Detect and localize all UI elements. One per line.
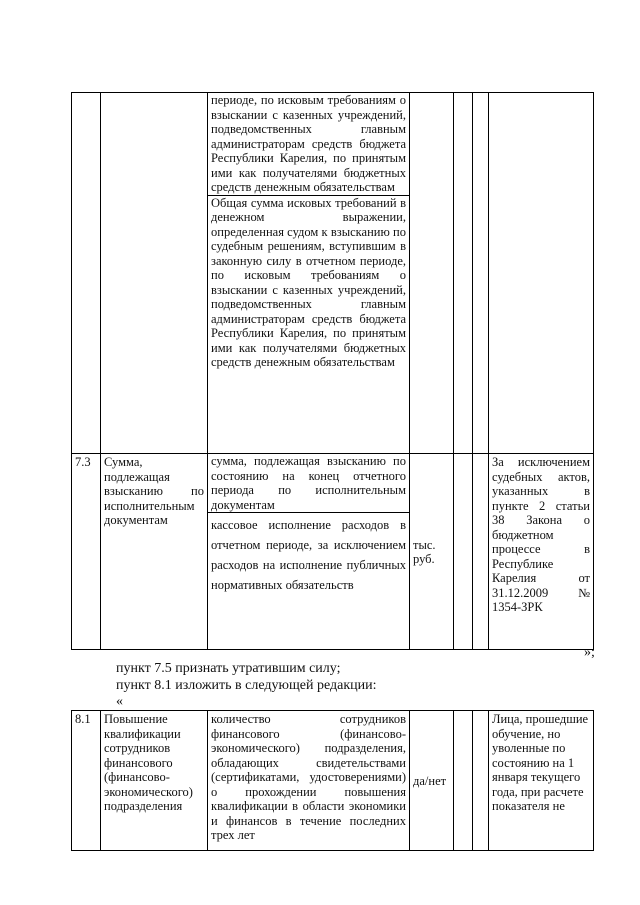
- unit-of-measure: тыс. руб.: [410, 454, 454, 650]
- cell-note: [489, 93, 594, 454]
- cell-unit: [410, 93, 454, 454]
- paragraph-8-1: пункт 8.1 изложить в следующей редакции:: [116, 678, 377, 693]
- indicator-formula: [208, 454, 410, 650]
- formula-denominator: кассовое исполнение расходов в отчетном периоде, за исключением расходов на исполнение публичных нормативных обязательств: [208, 512, 409, 595]
- indicator-name: Повышение квалификации сотрудников финансового (финансово-экономического) подразделения: [101, 711, 208, 851]
- paragraph-7-5: пункт 7.5 признать утратившим силу;: [116, 661, 341, 676]
- cell-col6: [473, 711, 489, 851]
- row-number: 8.1: [72, 711, 101, 851]
- cell-formula: [208, 93, 410, 454]
- indicator-note: За исключением судебных актов, указанных в пункте 2 статьи 38 Закона о бюджетном процессе в Республике Карелия от 31.12.2009 № 1354-ЗРК: [489, 454, 594, 650]
- table-row-7-3: [72, 454, 594, 650]
- cell-col5: [454, 454, 473, 650]
- indicators-table-top: [71, 92, 594, 650]
- cell-col5: [454, 93, 473, 454]
- opening-quote: «: [116, 694, 123, 709]
- indicators-table-bottom: [71, 710, 594, 851]
- cell-number: [72, 93, 101, 454]
- formula-text-continued: периоде, по исковым требованиям о взыскании с казенных учреждений, подведомственных главным администраторам средств бюджета Республики Карелия, по принятым ими как получателями бюджетных средств денежным обязательствам: [211, 93, 406, 194]
- cell-name: [101, 93, 208, 454]
- closing-quote: »;: [584, 645, 595, 660]
- indicator-name: Сумма, подлежащая взысканию по исполнительным документам: [101, 454, 208, 650]
- row-number: 7.3: [72, 454, 101, 650]
- unit-of-measure: да/нет: [410, 711, 454, 851]
- table-row-8-1: [72, 711, 594, 851]
- cell-col6: [473, 454, 489, 650]
- indicator-note: Лица, прошедшие обучение, но уволенные по состоянию на 1 января текущего года, при расчете показателя не: [489, 711, 594, 851]
- indicator-formula: количество сотрудников финансового (финансово-экономического) подразделения, обладающих свидетельствами (сертификатами, удостоверениями) о прохождении повышения квалификации в области экономики и финансов в течение последних трех лет: [208, 711, 410, 851]
- cell-col5: [454, 711, 473, 851]
- formula-text-total-claims: Общая сумма исковых требований в денежном выражении, определенная судом к взысканию по судебным решениям, вступившим в законную силу в отчетном периоде, по исковым требованиям о взыскании с казенных учреждений, подведомственных главным администраторам средств бюджета Республики Карелия, по принятым ими как получателями бюджетных средств денежным обязательствам: [208, 195, 409, 370]
- cell-col6: [473, 93, 489, 454]
- table-row-continuation: [72, 93, 594, 454]
- formula-numerator: сумма, подлежащая взысканию по состоянию на конец отчетного периода по исполнительным документам: [211, 454, 406, 512]
